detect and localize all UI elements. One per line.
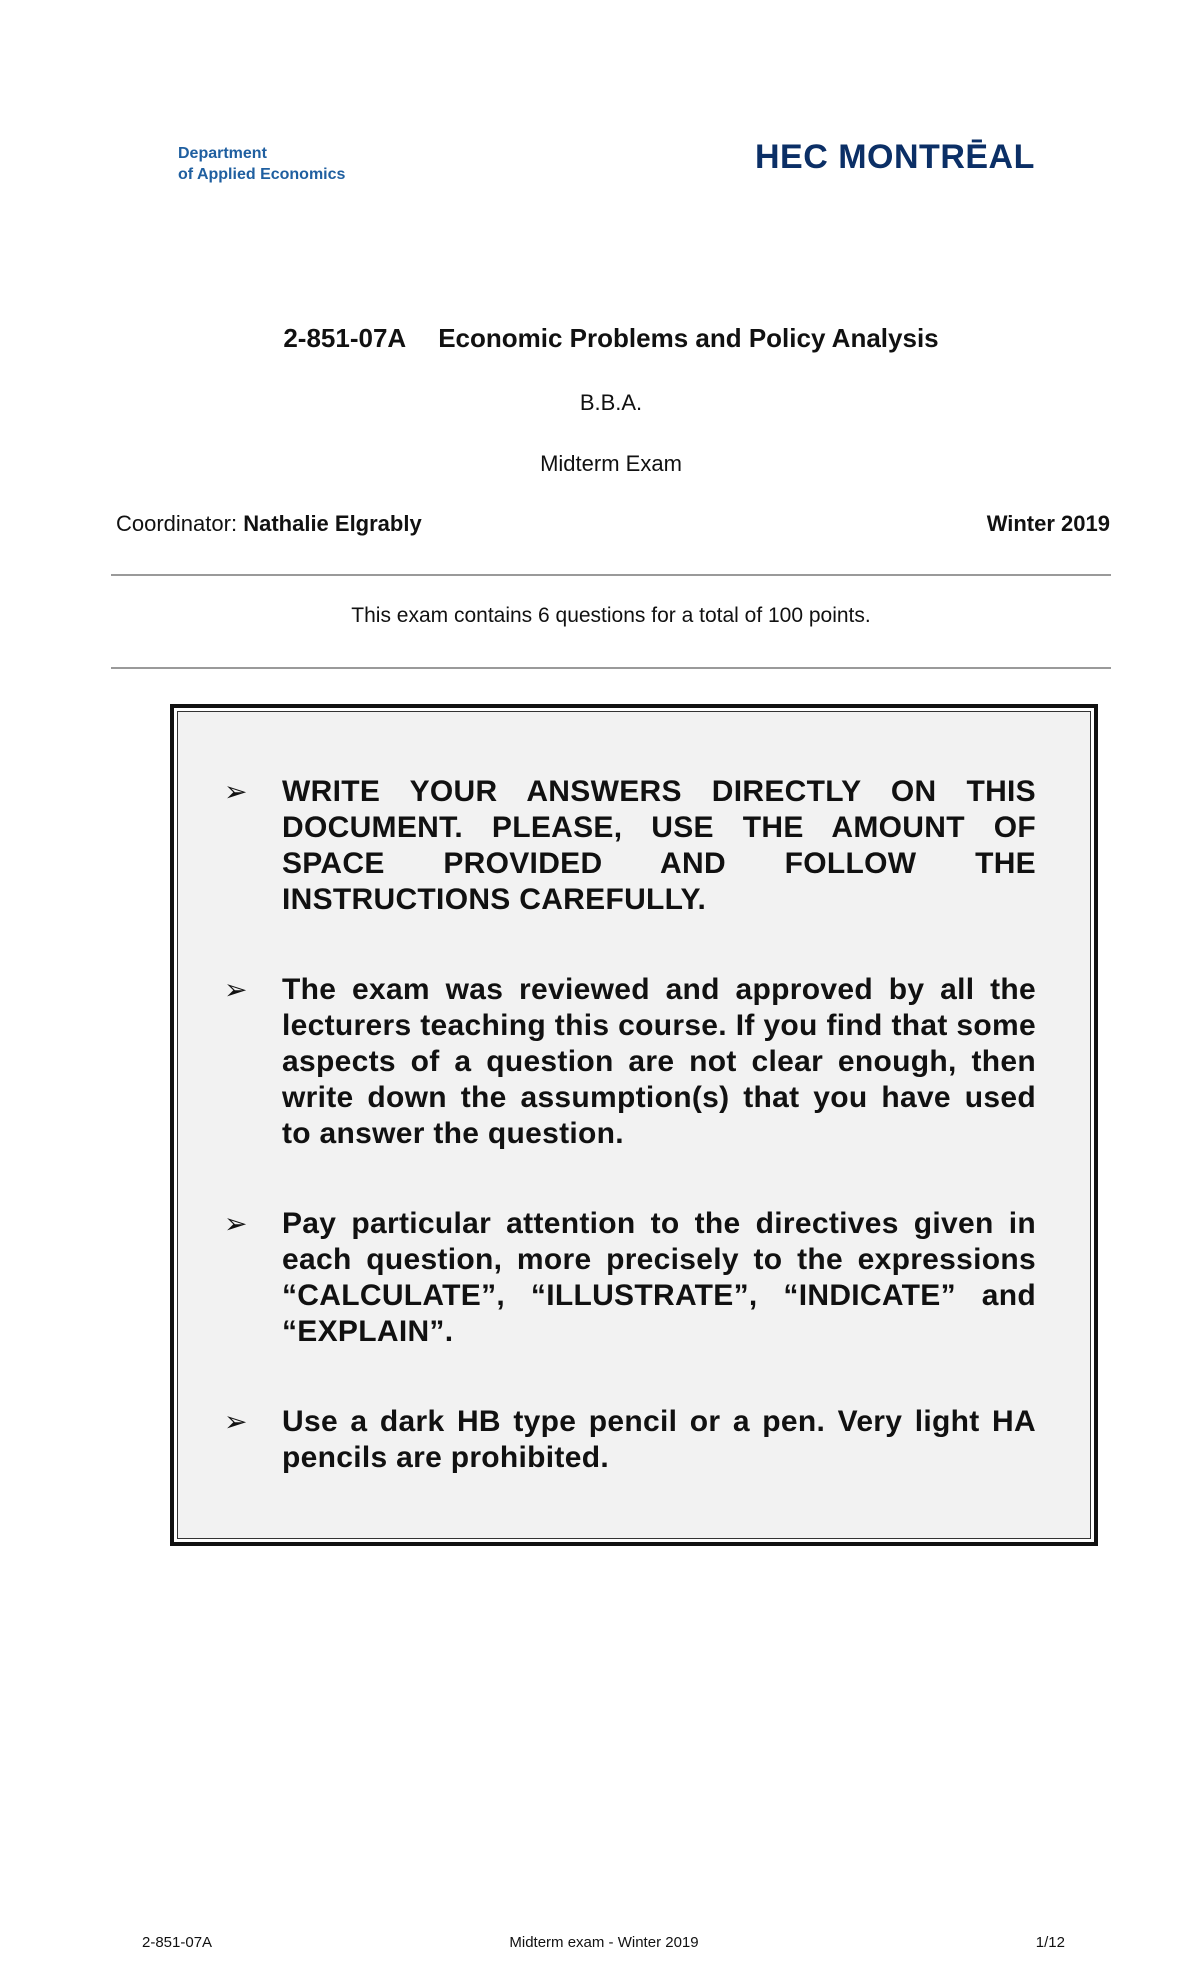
- exam-type: Midterm Exam: [540, 451, 682, 476]
- instruction-item: [224, 1206, 1036, 1350]
- instructions-panel: [177, 711, 1091, 1539]
- coordinator-name: Nathalie Elgrably: [243, 511, 422, 536]
- department-line-1: Department: [178, 145, 267, 162]
- course-name: Economic Problems and Policy Analysis: [438, 323, 939, 353]
- coordinator: [116, 511, 422, 537]
- instruction-item: [224, 972, 1036, 1152]
- program: B.B.A.: [579, 390, 643, 415]
- instruction-text: Pay particular attention to the directives given in each question, more precisely to the expressions “CALCULATE”, “ILLUSTRATE”, “INDICATE” and “EXPLAIN”.: [282, 1207, 1036, 1348]
- term: Winter 2019: [986, 511, 1110, 536]
- instruction-text: The exam was reviewed and approved by all the lecturers teaching this course. If you find that some aspects of a question are not clear enough, then write down the assumption(s) that you have used to answer the question.: [282, 973, 1036, 1150]
- exam-summary: This exam contains 6 questions for a total of 100 points.: [351, 604, 871, 627]
- course-code: 2-851-07A: [283, 323, 407, 353]
- arrow-bullet-icon: ➢: [224, 974, 248, 1005]
- arrow-bullet-icon: ➢: [224, 1208, 248, 1239]
- footer-page-number: 1/12: [1035, 1934, 1065, 1951]
- coordinator-label: Coordinator:: [116, 511, 238, 536]
- footer-exam-title: Midterm exam - Winter 2019: [509, 1934, 699, 1951]
- hec-montreal-logo: HEC MONTRĒAL: [755, 138, 1035, 176]
- department-line-2: of Applied Economics: [178, 166, 346, 183]
- arrow-bullet-icon: ➢: [224, 1406, 248, 1437]
- arrow-bullet-icon: ➢: [224, 776, 248, 807]
- instruction-item: [224, 774, 1036, 918]
- instruction-text: WRITE YOUR ANSWERS DIRECTLY ON THIS DOCUMENT. PLEASE, USE THE AMOUNT OF SPACE PROVIDED AND FOLLOW THE INSTRUCTIONS CAREFULLY.: [282, 775, 1036, 916]
- department-name: [178, 143, 345, 185]
- instruction-text: Use a dark HB type pencil or a pen. Very light HA pencils are prohibited.: [282, 1405, 1036, 1474]
- course-title: [0, 323, 1200, 354]
- bottom-divider: [111, 667, 1111, 669]
- instructions-box: [170, 704, 1098, 1546]
- top-divider: [111, 574, 1111, 576]
- footer-course-code: 2-851-07A: [142, 1934, 213, 1951]
- instruction-item: [224, 1404, 1036, 1476]
